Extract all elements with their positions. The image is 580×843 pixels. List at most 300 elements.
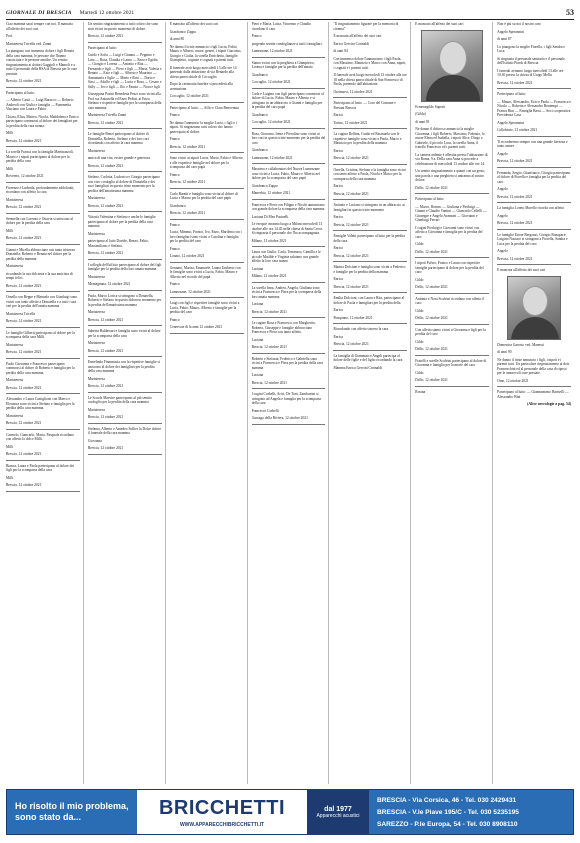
deceased-name: Mariateresa — [6, 264, 23, 268]
notice-text: porgendo sentite condoglianze a tutti i famigliari. — [251, 41, 323, 46]
ad-location: BRESCIA - Via Corsica, 46 - Tel. 030 2429431 — [377, 796, 517, 804]
notice-divider — [252, 57, 326, 58]
deceased-name: Mariateresa — [87, 310, 105, 314]
ad-location: BRESCIA - V.le Piave 195/C - Tel. 030 5235195 — [377, 808, 519, 816]
deceased-name: Enrica — [333, 308, 343, 312]
notice-text: Le famiglie Ettore Bergonzi, Giorgio Bonapace, Luigino Nassaro si stringono a Fiorella, Sandra e Luca per la perdita del caro — [497, 232, 568, 246]
place-date: Brescia, 12 ottobre 2021 — [87, 348, 124, 353]
notice-subtitle: di anni 87 — [497, 37, 512, 41]
notice-text: Antonio e Luciano si stringono in un abbraccio ai famigliari in questo triste momento — [333, 203, 405, 212]
notice-text: Le famiglie Benzi partecipano al dolore di Donatella, Roberto, Stefano e dei loro cari ricordando con affetto la cara mamma — [87, 132, 149, 145]
notice-divider — [6, 327, 80, 328]
place-date: Pompiano, 12 ottobre 2021 — [333, 315, 373, 320]
place-date: Brescia, 12 ottobre 2021 — [6, 79, 42, 83]
deceased-name: Gianfranco — [251, 72, 268, 77]
notice-divider — [333, 292, 407, 293]
place-date: Lumezzane, 12 ottobre 2021 — [251, 155, 293, 160]
place-date: Brescia, 12 ottobre 2021 — [251, 309, 287, 314]
place-date: Brescia, 12 ottobre 2021 — [251, 345, 287, 349]
notice-divider — [333, 323, 407, 324]
place-date: Brescia, 12 ottobre 2021 — [87, 34, 124, 38]
place-date: Brescia, 12 ottobre 2021 — [333, 342, 369, 346]
notice-divider — [252, 353, 326, 354]
portrait-shoulders — [426, 75, 480, 102]
ad-website[interactable]: WWW.APPARECCHIBRICCHETTI.IT — [179, 821, 265, 828]
place-date: Brescia, 12 ottobre 2021 — [6, 483, 42, 487]
place-date: Dello, 12 ottobre 2021 — [415, 378, 448, 382]
mourners-list: — Marco, Romeo — Giuliana e Pierluigi — Gianni e Claudio Vantini — Giancarlo Cellelli — Giuseppe e Angelo Avanzini — Giovanni e Gianluigi Ferrari — [415, 204, 487, 222]
notice-divider — [252, 163, 326, 164]
place-date: Montagnana, 12 ottobre 2021 — [87, 282, 131, 286]
column-2 — [88, 22, 166, 784]
notice-divider — [333, 199, 407, 200]
deceased-name: Franco — [169, 137, 180, 141]
notice-text: I cugini Pierluigi e Giovanni sono vicini con affetto a Giovanna e famiglia per la perdita del caro — [415, 225, 483, 239]
deceased-name: Gildo — [415, 242, 424, 246]
portrait-photo — [507, 276, 561, 340]
deceased-name: Mariateresa — [87, 376, 105, 381]
ad-tagline-1: Ho risolto il mio problema, — [15, 801, 129, 811]
deceased-name: Giovanna — [87, 438, 102, 443]
deceased-name: Franco — [169, 222, 180, 227]
place-date: Brescia, 12 ottobre 2021 — [333, 156, 369, 160]
place-date: Lumezzane, 12 ottobre 2021 — [169, 289, 211, 294]
deceased-name: Gianfranco — [251, 112, 268, 117]
notice-text: Emilia Dolcioni, con Laura e Rita, partecipano al dolore di Paola e famigliari per la perdita della — [333, 296, 405, 305]
notice-text: Stefano, Carlotta, Ludovica e Giorgio partecipano con vivo cordoglio al dolore di Donatella e dei suoi famigliari in questo triste momento per la perdita dell'amatissima mamma — [87, 175, 160, 193]
deceased-name: Franco — [169, 317, 180, 322]
notice-divider — [252, 128, 326, 129]
notice-text: Lucia, Mimmo, Franco, Ivo, Enzo, Marilena con i loro famigliari sono vicini a Carolina e famiglia per la perdita del caro — [169, 230, 242, 243]
notice-divider — [415, 193, 489, 194]
notice-divider — [6, 87, 80, 88]
notice-divider — [6, 429, 80, 430]
deceased-name: Mariateresa — [87, 407, 105, 412]
deceased-name: Enrica — [333, 184, 343, 188]
notice-text: E mancato all'affetto dei suoi cari — [415, 22, 464, 26]
notice-divider — [6, 291, 80, 292]
notice-text: E mancata all'affetto dei suoi cari — [333, 34, 382, 38]
notice-text: La cugina Delfina, Guido ed Emanuela con le rispettive famiglie sono vicini a Paola, Marco e Maurizio per la perdita della mamma — [333, 132, 402, 145]
notice-text: Massimo e collaboratori del Nuova Lumezzane sono vicini a Lucia, Fabio, Mauro e Alberto nel dolore per la scomparsa del caro papà — [251, 167, 320, 180]
deceased-name: Enrica — [333, 215, 343, 219]
place-date: Brescia, 12 ottobre 2021 — [497, 159, 533, 163]
place-date: Dello, 12 ottobre 2021 — [415, 249, 448, 254]
newspaper-title: GIORNALE DI BRESCIA — [6, 9, 72, 16]
place-date: Dello, 12 ottobre 2021 — [415, 347, 448, 351]
notice-text: Il funerale avrà luogo mercoledì 13 ottobre alle ore 10 nella chiesa parrocchiale di San Francesco di Paola, partendo dall'abitazione. — [333, 73, 407, 86]
notice-text: Partecipano al lutto: — Alfio e Clara Benvenuta — [169, 105, 239, 110]
notice-divider — [6, 146, 80, 147]
notice-divider — [333, 164, 407, 165]
notice-divider — [88, 423, 162, 424]
notice-divider — [415, 355, 489, 356]
deceased-name: Mamma Enrica Gervini Corinaldi — [333, 365, 383, 370]
ad-tagline-2: sono stato da... — [15, 812, 82, 822]
notice-divider — [170, 333, 244, 334]
deceased-name: Prof. — [6, 34, 14, 38]
notice-divider — [252, 246, 326, 247]
ad-locations — [369, 790, 573, 834]
notice-text: Con affetto siamo vicini a Giovanna e figli per la perdita del caro — [415, 327, 486, 336]
deceased-name: Gianfranco Zappa — [251, 183, 278, 188]
place-date: Collebeato, 12 ottobre 2021 — [497, 128, 538, 132]
notice-divider — [497, 386, 571, 387]
notice-text: Piero e Maria, Luisa, Vincenzo e Claudio ricordano il caro — [251, 22, 311, 31]
notice-text: Partecipano al lutto: — [6, 90, 35, 95]
place-date: Brescia, 12 ottobre 2021 — [6, 319, 42, 323]
notice-text: Il funerale avrà luogo mercoledì 13 alle ore 14 partendo dalla abitazione di via Benardo alla chiesa parrocchiale di Coccaglio. — [169, 65, 237, 79]
portrait-photo — [421, 30, 483, 102]
deceased-name: Gildo — [415, 277, 424, 282]
notice-text: Siamo vicini con la preghiera a Giampietro, Lorena e famiglie per la perdita dell'amato — [251, 60, 315, 69]
deceased-name: Mariateresa — [6, 342, 23, 347]
place-date: Brescia, 12 ottobre 2021 — [333, 222, 369, 227]
place-date: Brescia, 12 ottobre 2021 — [497, 80, 533, 85]
deceased-name: Mariateresa Trivella — [6, 311, 36, 316]
place-date: Brescia, 12 ottobre 2021 — [6, 205, 42, 209]
place-date: Brescia, 12 ottobre 2021 — [6, 421, 42, 425]
notice-text: La sorella Irma, Andrea, Angela, Giuliana sono vicini a Francesca e Piera per la scomparsa della loro amata mamma — [251, 285, 322, 299]
notice-text: Laura con Giulio, Carla, Tommaso, Camilla e le piccole Matilde e Virginia salutano con grande affetto la loro cara nonna — [251, 250, 321, 263]
ad-since-sub: Apparecchi acustici — [316, 812, 360, 819]
notice-divider — [6, 182, 80, 183]
notice-subtitle: di anni 84 — [333, 49, 348, 53]
place-date: Coccaglio, 12 ottobre 2021 — [251, 80, 291, 84]
notice-text: Gianni e Mirella abbracciano con tanta tristezza Donatella, Roberto e Renata nel dolore per la perdita della mamma — [6, 247, 75, 261]
notice-text: E mancata all'affetto dei suoi cari — [497, 268, 546, 272]
ad-brand-logo: BRICCHETTI — [158, 796, 286, 819]
bricchetti-advertisement[interactable] — [6, 789, 574, 835]
notice-text: Stefania, Alberto e Amedeo Sollier la Dolce dolore il funerale della cara mamma — [87, 426, 162, 435]
notice-divider — [6, 358, 80, 359]
place-date: Coccaglio, 12 ottobre 2021 — [251, 120, 291, 124]
notice-divider — [88, 128, 162, 129]
deceased-name: Mariateresa — [6, 197, 23, 202]
notice-divider — [170, 152, 244, 153]
place-date: Brescia, 12 ottobre 2021 — [87, 415, 124, 419]
notice-text: Non è più su noi il nostro caro — [497, 22, 541, 26]
notice-text: La sorella Franca con la famiglia Martinazzoli, Mauro e i nipoti partecipano al dolore per la perdita della cara — [6, 150, 74, 163]
notice-text: Ermelinda Finanziaria con la rispettive famiglie si uniscono al dolore dei famigliari per la perdita della cara mamma — [87, 360, 160, 373]
column-5 — [333, 22, 411, 784]
notice-divider — [88, 211, 162, 212]
mourners-list: Guido e Sofia — Luigi e Gianna — Peppino e Lina — Rosa, Claudia e Lauro — Enzo e Egidia — Giorgio e Lorena — Antonio e Rita — Fernando e figli — Piero e figli — Maria, Valeria e Renato — Ezio e figli — Alberto e Maurizio — Annamaria e figlie — Mario e Rosi — Dario e Sissi — Adolfo e figli — Lucio e Rosa — Cesare e Sally — Ivo e figli — Ilio e Fausta — Nora e figli — [87, 53, 162, 89]
notice-text: Partecipano al lutto: — [497, 92, 527, 96]
deceased-name: Angelo — [497, 151, 508, 156]
ad-brand-panel — [137, 790, 307, 834]
ad-tagline-panel — [7, 790, 137, 834]
notice-text: E mancato all'affetto dei suoi cari — [169, 22, 218, 26]
place-date: Gussago della Riviera, 12 ottobre 2021 — [251, 416, 308, 420]
deceased-name: Enrica — [333, 334, 343, 339]
deceased-name: Angelo — [497, 249, 508, 253]
notice-divider — [6, 491, 80, 492]
notice-text: Alessandro e Laura Castiglione con Marco e Eleonora sono vicini a Stefano e famiglia per la perdita della cara mamma. — [6, 397, 75, 410]
deceased-name: Enrica Gervini Corinaldi — [333, 41, 370, 46]
deceased-name: Franco — [169, 282, 180, 286]
deceased-name: Luciana — [251, 266, 264, 271]
notice-text: Giuseppina Pasini Benedetta Pezzi sono vicini alla Prof.ssa Antonella ed Enzo Pedini, ai Enzo, Stefano e rispettive famiglie per la scomparsa della cara mamma — [87, 92, 162, 110]
deceased-name: Gildo — [415, 339, 424, 344]
notice-text: La piangono con immenso dolore i figli Renata della cara mamma, le persone che l'hanno conosciuta e le persone amiche. Un sentito ringraziamento ai dottori Gaggioli e Mamoli e a tutto il personale della RSA di Brescia per le cure prestate. — [6, 49, 78, 76]
notice-divider — [170, 297, 244, 298]
notice-text: I nipoti Fulvio, Franco e Laura con rispettive famiglie partecipano al dolore per la perdita del caro — [415, 261, 484, 274]
place-date: Torino, 12 ottobre 2021 — [333, 120, 368, 125]
notice-text: Un sentito ringraziamento a tutti coloro che sono stati vicini in questo momento di dolore. — [87, 22, 159, 31]
notice-divider — [170, 102, 244, 103]
place-date: Brescia, 12 ottobre 2021 — [333, 191, 369, 196]
notice-divider — [415, 386, 489, 387]
notice-text: La famiglia Loreto Morello ricorda con affetto — [497, 206, 565, 210]
place-date: Brescia, 12 ottobre 2021 — [497, 256, 533, 261]
notice-divider — [333, 230, 407, 231]
place-date: Brescia, 12 ottobre 2021 — [169, 144, 206, 149]
deceased-name: Luciana — [251, 373, 264, 377]
ad-since-year: dal 1977 — [324, 805, 352, 813]
mourners-list: — Alberto Castò — Luigi Barucco — Roberto Andreoli con Giulia e famiglia — Fiammetta Vinciano con Laura e Fabio — [6, 98, 74, 111]
deceased-name: Angelo — [497, 187, 508, 191]
notice-divider — [88, 290, 162, 291]
notice-text: I colleghi dell'ufficio partecipano al dolore del figli famiglie per la perdita della loro amata mamma — [87, 262, 162, 271]
portrait-face — [522, 286, 548, 316]
place-date: Brescia, 12 ottobre 2021 — [6, 138, 42, 143]
notice-text: Chiara, Elisa, Matteo, Nicola, Maddalena e Enrico partecipano commossi al dolore dei famigliari per la perdita della cara nonna. — [6, 114, 79, 128]
notice-text: Ti ricorderemo sempre con una grande fierezza e tanto amore — [497, 139, 568, 148]
column-7 — [497, 22, 574, 784]
notice-text: Ornella con Beppe e Manuela con Gianluigi sono vicini con tanto affetto a Donatella e a tutti i suoi cari per la perdita dell'amata mamma — [6, 295, 78, 308]
notice-text: Fiorenzo e Ludmila, profondamente addolorati, ricordano con affetto la cara — [6, 185, 75, 194]
notice-divider — [497, 202, 571, 203]
notice-text: Fratelli e sorelle Scalvini partecipano al dolore di Giovanna e famiglia per la morte del caro — [415, 358, 487, 367]
notice-text: Ne danno il triste annuncio i figli Lucia, Fabio, Mauro e Alberto, nuore, generi, i nipoti Giacomo, Giorgio e Giulia, la sorella Enrichetta, famiglie Giampietro, cognate e cognati e parenti tutti. — [169, 44, 242, 62]
notice-subtitle: (Gildo) — [415, 112, 426, 116]
deceased-name: Enrica — [333, 246, 343, 250]
deceased-name: Franco — [169, 246, 180, 251]
notice-text: Fernanda, Sergio, Gianfranco, Giorgio partecipano al dolore di Fiorella e famiglia per la perdita del caro — [497, 170, 571, 184]
deceased-name: Mariateresa Trivella Zanni — [87, 113, 127, 117]
deceased-name: Francesco Corbelli — [251, 408, 279, 413]
notice-text: Con immenso dolore l'annunciano i figli Paola, con Massimo, Maurizio e Marco con Anna, nipoti, i cognati e i parenti tutti. — [333, 56, 407, 70]
notice-divider — [333, 350, 407, 351]
notice-text: Paolo Giovanna e Francesco partecipano commossi al dolore di Roberto e famiglia per la perdita della cara mamma. — [6, 361, 75, 375]
notice-divider — [252, 424, 326, 425]
ad-location: SAREZZO - P.le Europa, 54 - Tel. 030 8908110 — [377, 820, 518, 828]
notice-divider — [88, 356, 162, 357]
notice-divider — [415, 257, 489, 258]
deceased-name: Luciana — [251, 302, 264, 306]
deceased-name: Mariateresa — [87, 274, 105, 279]
notice-divider — [252, 388, 326, 389]
notice-text: Le Scuole Maestre partecipano al più sentito cordoglio per la perdita della cara mamma — [87, 395, 152, 404]
deceased-name: Rosina — [415, 389, 426, 394]
column-4 — [252, 22, 330, 784]
place-date: Dello, 12 ottobre 2021 — [415, 185, 448, 190]
notice-text: Serenella con Lorenzo e Ottavia si uniscono al dolore per la perdita della cara — [6, 216, 73, 225]
place-date: Brescia, 12 ottobre 2021 — [497, 194, 533, 199]
notice-text: Un sentito ringraziamento a quanti con un gesto, una parola o una preghiera si uniranno al nostro dolore. — [415, 169, 486, 182]
notice-text: Le cugine Rosa e Francesca con Margherita, Roberto, Giuseppe e famiglie abbracciano Francesca e Piera con tanto affetto. — [251, 321, 316, 334]
notice-text: Partecipano al lutto: — Coro del Comune e Paesani Brescia — [333, 101, 396, 110]
notice-text: Gennaro, Marisa, Emanuele, Luana Umberto con le famiglie sono vicini a Lucia, Fabio, Mauro e Alberto nel ricordo del papà — [169, 265, 241, 279]
place-date: Cenervate di la anni 12 ottobre 2021 — [169, 325, 223, 329]
notice-text: Partecipano al lutto: — Giannantonio Bariselli — Alessandro Bini — [497, 390, 569, 399]
deceased-name: Mariateresa — [87, 148, 105, 153]
place-date: Brescia, 12 ottobre 2021 — [6, 350, 42, 354]
deceased-name: Gildo — [415, 308, 424, 313]
notice-text: I cugini Corbelli, Arici, De Toni, Zambonini si stringono ad Angela e famiglia per la scomparsa della cara — [251, 392, 321, 405]
place-date: Brescia, 12 ottobre 2021 — [333, 284, 369, 289]
notice-text: Marina Dolcioni e famiglia sono vicini a Federico e famiglie per la perdita della mamma — [333, 265, 406, 274]
notice-divider — [497, 136, 571, 137]
notice-text: Ricordando con affetto sincero la cara — [333, 327, 389, 331]
notice-text: I funerali avranno luogo mercoledì 13 alle ore 10.30 presso la chiesa di Urago Mella. — [497, 68, 564, 77]
notice-text: Ciao mamma sarai sempre con noi. Il mancata all'affetto dei suoi cari. — [6, 22, 73, 31]
place-date: Brescia, 12 ottobre 2021 — [87, 317, 124, 322]
column-1 — [6, 22, 84, 784]
notice-text: Ne danno il triste annuncio i figli, i nipoti e i parenti tutti. Un particolare ringraziamento ai dott. Franceschini ed al personale della casa di riposo per le amorevoli cure prestate. — [497, 357, 570, 375]
place-date: Brescia, 12 ottobre 2021 — [87, 163, 124, 168]
notice-text: Vittoria Valentina e Stefano e anche le famiglie partecipano al dolore per la perdita della cara mamma — [87, 215, 156, 228]
obituary-columns — [6, 22, 574, 784]
ad-since-panel — [307, 790, 369, 834]
notice-text: Carla e Luigino con figli partecipano commossi al dolore di Lucia, Fabio, Mauro e Alberto e si stringono in un abbraccio a Gianni e famiglia per la perdita del caro papà — [251, 91, 324, 109]
notice-text: Carlo Baratti e famiglia sono vicini al dolore di Lucia e Mauro per la perdita del caro papà — [169, 191, 238, 200]
deceased-name: Ermenegildo Superti — [415, 104, 446, 109]
place-date: Brescia, 12 ottobre 2021 — [6, 452, 42, 456]
notice-text: Paola, Marco Lorica si stringono a Donatella, Roberto e Stefano in questo doloroso momento per la perdita dell'amatissima mamma — [87, 293, 162, 307]
notice-divider — [88, 259, 162, 260]
notice-text: "Il ringraziamento figurare per la memoria di cinema" — [333, 22, 399, 31]
deceased-name: Milli — [6, 444, 14, 449]
notice-divider — [252, 282, 326, 283]
place-date: Brescia, 12 ottobre 2021 — [87, 203, 124, 208]
notice-text: Roberto e Stefania, Federico e Gabriella sono vicini a Francesca e Piera per la perdita della cara mamma — [251, 356, 323, 370]
notice-divider — [252, 88, 326, 89]
notice-divider — [497, 229, 571, 230]
mourners-list: — Mauro, Alessandro, Ezio e Paola — Francesca e Nicola — Roberta e Alessandro Bontempi — Franca Bini — Famiglia Bassi — Soci cooperativa Previdenza Casa — [497, 99, 572, 117]
notice-divider — [6, 213, 80, 214]
deceased-name: Gianfranco Zappa — [169, 29, 196, 34]
place-date: Rovereto, 12 ottobre 2021 — [6, 174, 44, 178]
place-date: Coccaglio, 12 ottobre 2021 — [169, 94, 209, 98]
notice-text: Si ringrazia il personale sanitario e il personale dell'Istituto Piardi di Brescia. — [497, 56, 565, 65]
deceased-name: Gianfranco — [251, 148, 268, 152]
notice-text: Le esequie avranno luogo a Milano mercoledì 13 ottobre alle ore 14.45 nella chiesa di Santa Croce. Si ringrazia il personale che l'ha accompagnata. — [251, 222, 324, 235]
notice-text: Sono vicini ai nipoti Lucia, Mario, Fabio e Alberto e alle rispettive famiglie nel dolore per la scomparsa del caro papà — [169, 156, 243, 169]
portrait-face — [439, 41, 467, 75]
notice-divider — [252, 317, 326, 318]
deceased-name: Enrica — [333, 277, 343, 281]
place-date: Brescia, 12 ottobre 2021 — [87, 384, 124, 388]
page-number: 53 — [566, 8, 574, 17]
place-date: Milano, 12 ottobre 2021 — [251, 238, 287, 243]
place-date: Brescia, 12 ottobre 2021 — [6, 385, 42, 390]
deceased-name: Mariateresa — [87, 341, 105, 345]
place-date: Brescia, 12 ottobre 2021 — [6, 283, 42, 288]
place-date: Ome, 12 ottobre 2021 — [497, 378, 529, 383]
place-date: Brescia, 12 ottobre 2021 — [87, 446, 124, 450]
portrait-shoulders — [511, 317, 559, 340]
notice-text: Partecipano al lutto: — [415, 197, 445, 201]
notice-divider — [333, 97, 407, 98]
place-date: Dello, 12 ottobre 2021 — [415, 285, 448, 289]
notice-text: Antonio e Nora Scalvini ricordano con affetto il caro — [415, 296, 485, 305]
deceased-name: Mariateresa Trivella ved. Zanni — [6, 41, 52, 46]
place-date: Brescia, 12 ottobre 2021 — [169, 180, 206, 184]
deceased-name: Milli — [6, 475, 14, 480]
deceased-name: Franco — [251, 34, 262, 38]
deceased-name: Luciana — [251, 337, 264, 342]
notice-text: Luigi con figli e rispettive famiglie sono vicini a Lucia, Fabio, Mauro, Alberto e famiglie per la perdita del caro — [169, 301, 240, 314]
deceased-name: Domenica Garosio ved. Manessi — [497, 342, 545, 347]
place-date: Lonato, 12 ottobre 2021 — [169, 254, 205, 258]
deceased-name: Mariateresa — [87, 196, 105, 200]
notice-divider — [88, 171, 162, 172]
deceased-name: Gianfranco — [169, 203, 186, 208]
deceased-name: Angelo Speranzini — [497, 29, 525, 34]
issue-date: Martedì 12 ottobre 2021 — [79, 9, 135, 16]
notice-text: Le famiglie Gilberti partecipano al dolore per la scomparsa della cara Milli. — [6, 330, 75, 339]
place-date: Brescia, 12 ottobre 2021 — [169, 211, 206, 215]
notice-text: partecipano al lutto Davide, Renzo, Fabio, Massimiliano e Stefano. — [87, 239, 149, 248]
notice-divider — [497, 264, 571, 265]
notice-divider — [88, 42, 162, 43]
place-date: Lumezzane, 12 ottobre 2021 — [251, 49, 293, 53]
notice-text: La famiglia di Giammarco Angeli partecipa al dolore delle figlie e del figlio ricordando la cara — [333, 353, 403, 362]
notice-divider — [333, 261, 407, 262]
deceased-name: Franco — [169, 113, 180, 117]
notice-divider — [6, 244, 80, 245]
deceased-name: Mariateresa — [87, 231, 105, 236]
deceased-name: Milli — [6, 131, 14, 135]
notice-text: Bianca, Laura e Paola partecipano al dolore dei figli per la scomparsa della cara — [6, 463, 75, 472]
page-header — [6, 6, 574, 20]
notice-text: Partecipano al lutto: — [87, 45, 117, 50]
notice-text: Ne danno l'annuncio la moglie Lucia, i figli e i nipoti. Si ringraziano tutti coloro che hanno partecipato al dolore. — [169, 120, 237, 134]
deceased-name: Milli — [6, 166, 14, 171]
place-date: Brescia, 12 ottobre 2021 — [87, 251, 124, 255]
notice-divider — [170, 219, 244, 220]
notice-text: Dopo la cerimonia funebre si procederà alla cremazione. — [169, 82, 233, 91]
column-6 — [415, 22, 493, 784]
place-date: Brescia, 12 ottobre 2021 — [87, 120, 124, 125]
notice-text: Famiglie Valetti partecipano al lutto per la perdita della cara — [333, 234, 405, 243]
notice-subtitle: di anni 90 — [497, 350, 512, 354]
notice-text: Francesca e Piera con Filippo e Nicole annunciano con grande dolore la scomparsa della cara mamma — [251, 202, 325, 211]
notice-text: Rosa, Giacomo, Irene e Pierolino sono vicini ai loro cari in questo triste momento per la perdita del caro — [251, 131, 326, 145]
notice-divider — [497, 167, 571, 168]
deceased-name: Angelo Speranzini — [497, 120, 525, 125]
place-date: Milano, 12 ottobre 2021 — [251, 274, 287, 278]
place-date: Orzinuovi, 12 ottobre 2021 — [333, 89, 373, 94]
deceased-name: Milli — [6, 228, 14, 233]
notice-divider — [170, 188, 244, 189]
notice-text: La camera ardente è allestita presso l'abitazione di via Roma, 9 a. Della cara Anna si procede a celebrazione di mercoledì 13 ottobre alle ore 14. — [415, 152, 488, 166]
deceased-name: Luciana Di Meo Pasinelli — [251, 214, 289, 219]
place-date: Brescia, 12 ottobre 2021 — [6, 236, 42, 240]
notice-divider — [6, 393, 80, 394]
notice-text: ricordando la sua dolcezza e la sua amicizia di tempi felici. — [6, 271, 73, 280]
notice-divider — [252, 199, 326, 200]
place-date: Dello, 12 ottobre 2021 — [415, 316, 448, 320]
deceased-name: Enrica — [333, 148, 343, 153]
place-date: Manerbio, 12 ottobre 2021 — [251, 191, 291, 195]
deceased-name: Gildo — [415, 370, 424, 375]
deceased-name: Angelo — [497, 213, 508, 218]
place-date: Brescia, 12 ottobre 2021 — [251, 380, 287, 385]
notice-text: Ne danno il doloroso annuncio la moglie Giovanna, i figli Roberto, Massimo, Fabrizio, le nuore Elena ed Isabella, i nipoti Alice, Diego e Gabriele, il piccolo Luca, la sorella Anna, il fratello Francesco ed i parenti tutti. — [415, 127, 485, 149]
